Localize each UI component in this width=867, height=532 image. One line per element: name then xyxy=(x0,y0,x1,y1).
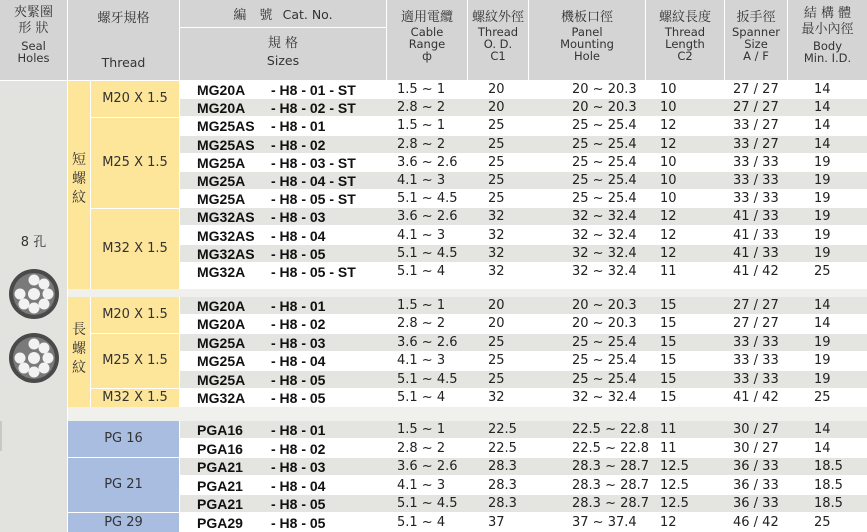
cell-cable: 5.1 ~ 4 xyxy=(397,264,446,279)
header-body xyxy=(788,0,867,80)
short-thread-char: 螺 xyxy=(72,171,86,187)
cell-panel: 20 ~ 20.3 xyxy=(572,316,637,332)
cell-suffix: - H8 - 02 - ST xyxy=(271,100,356,117)
cell-model: MG25AS xyxy=(197,118,255,135)
cell-body: 25 xyxy=(814,264,831,279)
cell-spanner: 33 / 27 xyxy=(733,136,779,152)
cell-cable: 2.8 ~ 2 xyxy=(397,100,446,116)
thread-m25-long-label: M25 X 1.5 xyxy=(102,353,168,368)
cell-suffix: - H8 - 05 xyxy=(271,496,326,512)
header-cable-en1: Cable xyxy=(410,25,444,39)
cell-suffix: - H8 - 02 xyxy=(271,136,326,153)
cell-od: 32 xyxy=(488,264,505,279)
cell-body: 14 xyxy=(814,136,831,152)
header-thread-cn: 螺牙規格 xyxy=(97,11,150,26)
seal-holes-column xyxy=(0,81,67,532)
seal-holes-label: 8 孔 xyxy=(20,235,47,250)
header-panel xyxy=(529,0,645,80)
header-sizes-en: Sizes xyxy=(266,53,300,68)
cell-length: 10 xyxy=(660,82,677,97)
cell-panel: 28.3 ~ 28.7 xyxy=(572,496,650,511)
row-divider xyxy=(180,531,867,532)
cell-panel: 32 ~ 32.4 xyxy=(572,245,637,261)
thread-m25-short xyxy=(91,118,179,208)
cell-cable: 5.1 ~ 4.5 xyxy=(397,371,458,387)
header-panel-cn: 機板口徑 xyxy=(560,10,613,25)
cell-body: 19 xyxy=(814,353,831,369)
cell-body: 19 xyxy=(814,191,831,207)
cell-model: MG32A xyxy=(197,264,246,280)
cell-od: 32 xyxy=(488,390,505,405)
cell-length: 10 xyxy=(660,191,677,207)
thread-m20-short xyxy=(91,81,179,117)
cell-spanner: 27 / 27 xyxy=(733,100,779,116)
cell-length: 12 xyxy=(660,209,677,225)
cell-model: MG20A xyxy=(197,298,246,314)
cell-od: 25 xyxy=(488,191,505,207)
header-seal-cn1: 夾緊圈 xyxy=(13,5,53,20)
table-row xyxy=(180,297,867,315)
cell-model: MG20A xyxy=(197,316,246,333)
cell-spanner: 27 / 27 xyxy=(733,316,779,332)
header-spanner-en2: Size xyxy=(744,37,768,51)
cell-model: MG25AS xyxy=(197,136,255,153)
cell-length: 15 xyxy=(660,353,677,369)
header-sizes xyxy=(180,28,386,80)
header-body-cn2: 最小內徑 xyxy=(801,22,854,37)
cell-model: PGA16 xyxy=(197,422,243,438)
table-row xyxy=(180,389,867,407)
header-body-cn1: 結 構 體 xyxy=(803,6,852,21)
cell-panel: 20 ~ 20.3 xyxy=(572,298,637,313)
short-thread-group xyxy=(68,81,90,289)
cell-panel: 37 ~ 37.4 xyxy=(572,514,637,530)
table-row xyxy=(180,99,867,117)
cell-suffix: - H8 - 01 xyxy=(271,298,326,314)
cell-spanner: 41 / 42 xyxy=(733,390,779,405)
cell-cable: 1.5 ~ 1 xyxy=(397,298,446,313)
header-od-en1: Thread xyxy=(477,25,519,39)
cell-body: 19 xyxy=(814,209,831,225)
cell-cable: 4.1 ~ 3 xyxy=(397,353,446,369)
cell-body: 14 xyxy=(814,422,831,437)
cell-cable: 2.8 ~ 2 xyxy=(397,316,446,332)
long-thread-char: 螺 xyxy=(72,341,86,357)
header-panel-en3: Hole xyxy=(574,49,600,63)
cell-spanner: 27 / 27 xyxy=(733,298,779,313)
header-panel-en1: Panel xyxy=(571,25,603,39)
cell-cable: 2.8 ~ 2 xyxy=(397,440,446,456)
cell-od: 25 xyxy=(488,173,505,188)
thread-pg29-label: PG 29 xyxy=(104,515,143,530)
table-row xyxy=(180,117,867,135)
header-od-cn: 螺紋外徑 xyxy=(471,10,524,25)
header-cable xyxy=(387,0,467,80)
cell-model: MG32AS xyxy=(197,227,255,244)
cell-length: 15 xyxy=(660,298,677,313)
cell-od: 20 xyxy=(488,298,505,313)
cell-spanner: 46 / 42 xyxy=(733,514,779,530)
cell-spanner: 36 / 33 xyxy=(733,496,779,511)
table-row xyxy=(180,172,867,190)
header-cable-cn: 適用電纜 xyxy=(400,10,453,25)
header-thread xyxy=(68,0,179,80)
cell-length: 12 xyxy=(660,514,677,530)
header-length-en1: Thread xyxy=(664,25,706,39)
cell-model: MG25A xyxy=(197,173,246,189)
cell-panel: 25 ~ 25.4 xyxy=(572,353,637,369)
cell-od: 25 xyxy=(488,353,505,369)
cell-model: MG20A xyxy=(197,82,246,98)
table-row xyxy=(180,477,867,495)
cell-suffix: - H8 - 04 xyxy=(271,477,326,494)
thread-m32-short xyxy=(91,209,179,289)
cell-model: PGA21 xyxy=(197,496,243,512)
cell-panel: 25 ~ 25.4 xyxy=(572,334,637,350)
cell-model: MG25A xyxy=(197,353,246,370)
cell-od: 28.3 xyxy=(488,459,517,474)
table-row xyxy=(180,154,867,172)
table-row xyxy=(180,245,867,263)
cell-body: 19 xyxy=(814,371,831,387)
cell-length: 11 xyxy=(660,422,677,437)
header-body-en1: Body xyxy=(812,39,843,53)
cell-suffix: - H8 - 05 xyxy=(271,390,326,406)
cell-suffix: - H8 - 03 xyxy=(271,459,326,475)
cell-model: MG20A xyxy=(197,100,246,117)
cell-spanner: 33 / 33 xyxy=(733,334,779,350)
cell-body: 14 xyxy=(814,298,831,313)
cell-cable: 1.5 ~ 1 xyxy=(397,118,446,134)
cell-od: 32 xyxy=(488,245,505,261)
cell-body: 14 xyxy=(814,82,831,97)
cell-spanner: 33 / 33 xyxy=(733,154,779,170)
header-seal-en2: Holes xyxy=(17,51,50,65)
cell-suffix: - H8 - 01 xyxy=(271,422,326,438)
seal-8-hole-icon xyxy=(6,330,62,386)
cell-model: PGA21 xyxy=(197,459,243,475)
cell-suffix: - H8 - 05 xyxy=(271,371,326,388)
table-row xyxy=(180,352,867,370)
cell-length: 12.5 xyxy=(660,496,689,511)
cell-od: 22.5 xyxy=(488,422,517,437)
cell-od: 25 xyxy=(488,371,505,387)
cell-spanner: 41 / 33 xyxy=(733,209,779,225)
row-divider xyxy=(180,280,867,281)
cell-panel: 25 ~ 25.4 xyxy=(572,118,637,134)
cell-length: 11 xyxy=(660,264,677,279)
header-spanner-en1: Spanner xyxy=(731,25,781,39)
table-row xyxy=(180,495,867,513)
header-length-en3: C2 xyxy=(677,49,693,63)
thread-m25-long xyxy=(91,334,179,388)
cell-suffix: - H8 - 03 - ST xyxy=(271,154,356,171)
header-od-en3: C1 xyxy=(490,49,506,63)
cell-length: 15 xyxy=(660,334,677,350)
cell-cable: 4.1 ~ 3 xyxy=(397,227,446,243)
cell-cable: 5.1 ~ 4.5 xyxy=(397,191,458,207)
header-spanner-cn: 扳手徑 xyxy=(736,10,776,25)
group-separator xyxy=(68,407,867,421)
cell-body: 14 xyxy=(814,100,831,116)
header-cable-en3: ф xyxy=(422,49,432,63)
header-length-en2: Length xyxy=(665,37,705,51)
cell-model: MG25A xyxy=(197,154,246,171)
header-od xyxy=(468,0,528,80)
cell-model: PGA29 xyxy=(197,514,243,531)
cell-cable: 5.1 ~ 4 xyxy=(397,390,446,405)
cell-panel: 25 ~ 25.4 xyxy=(572,154,637,170)
cell-model: MG25A xyxy=(197,191,246,208)
cell-model: MG32AS xyxy=(197,209,255,226)
table-row xyxy=(180,458,867,476)
thread-m25-short-label: M25 X 1.5 xyxy=(102,155,168,170)
cell-spanner: 41 / 33 xyxy=(733,227,779,243)
cell-panel: 22.5 ~ 22.8 xyxy=(572,422,650,437)
group-separator xyxy=(68,289,867,297)
cell-spanner: 36 / 33 xyxy=(733,477,779,493)
cell-suffix: - H8 - 04 xyxy=(271,353,326,370)
cell-model: MG32A xyxy=(197,390,246,406)
header-body-en2: Min. I.D. xyxy=(803,51,852,65)
cell-od: 25 xyxy=(488,118,505,134)
thread-m20-long-label: M20 X 1.5 xyxy=(102,307,168,322)
cell-model: MG25A xyxy=(197,371,246,388)
cell-od: 28.3 xyxy=(488,477,517,493)
cell-cable: 5.1 ~ 4.5 xyxy=(397,496,458,511)
cell-length: 12 xyxy=(660,118,677,134)
cell-panel: 25 ~ 25.4 xyxy=(572,173,637,188)
cell-body: 18.5 xyxy=(814,496,843,511)
cell-panel: 25 ~ 25.4 xyxy=(572,371,637,387)
header-spanner xyxy=(725,0,787,80)
cell-suffix: - H8 - 02 xyxy=(271,440,326,457)
cell-spanner: 30 / 27 xyxy=(733,422,779,437)
header-cable-en2: Range xyxy=(408,37,446,51)
cell-cable: 3.6 ~ 2.6 xyxy=(397,459,458,474)
table-row xyxy=(180,421,867,439)
cell-body: 19 xyxy=(814,334,831,350)
cell-length: 12 xyxy=(660,227,677,243)
thread-pg16 xyxy=(68,421,179,457)
cell-cable: 5.1 ~ 4 xyxy=(397,514,446,530)
cell-od: 37 xyxy=(488,514,505,530)
table-row xyxy=(180,81,867,99)
cell-suffix: - H8 - 02 xyxy=(271,316,326,333)
cell-panel: 32 ~ 32.4 xyxy=(572,264,637,279)
cell-length: 12.5 xyxy=(660,459,689,474)
cell-cable: 4.1 ~ 3 xyxy=(397,173,446,188)
cell-body: 25 xyxy=(814,514,831,530)
cell-body: 18.5 xyxy=(814,459,843,474)
cell-od: 32 xyxy=(488,227,505,243)
cell-length: 11 xyxy=(660,440,677,456)
cell-model: PGA21 xyxy=(197,477,243,494)
header-seal-holes xyxy=(0,0,67,80)
cell-body: 14 xyxy=(814,118,831,134)
cell-spanner: 41 / 42 xyxy=(733,264,779,279)
long-thread-group xyxy=(68,297,90,407)
cell-od: 25 xyxy=(488,334,505,350)
thread-pg21 xyxy=(68,458,179,512)
cell-cable: 2.8 ~ 2 xyxy=(397,136,446,152)
cell-body: 19 xyxy=(814,154,831,170)
table-row xyxy=(180,190,867,208)
header-spanner-en3: A / F xyxy=(743,49,769,63)
cell-panel: 25 ~ 25.4 xyxy=(572,191,637,207)
cell-spanner: 33 / 33 xyxy=(733,173,779,188)
cell-model: MG25A xyxy=(197,334,246,351)
cell-cable: 4.1 ~ 3 xyxy=(397,477,446,493)
table-row xyxy=(180,263,867,281)
cell-length: 12 xyxy=(660,136,677,152)
cell-length: 15 xyxy=(660,316,677,332)
cell-panel: 32 ~ 32.4 xyxy=(572,209,637,225)
header-catno-cn: 編 號 xyxy=(233,8,273,23)
cell-body: 14 xyxy=(814,316,831,332)
cell-spanner: 33 / 33 xyxy=(733,371,779,387)
cell-od: 20 xyxy=(488,82,505,97)
cell-suffix: - H8 - 01 xyxy=(271,118,326,135)
cell-body: 18.5 xyxy=(814,477,843,493)
header-thread-en: Thread xyxy=(101,55,146,70)
cell-length: 15 xyxy=(660,390,677,405)
cell-suffix: - H8 - 05 - ST xyxy=(271,191,356,208)
cell-od: 22.5 xyxy=(488,440,517,456)
cell-suffix: - H8 - 01 - ST xyxy=(271,82,356,98)
cell-body: 25 xyxy=(814,390,831,405)
cell-panel: 25 ~ 25.4 xyxy=(572,136,637,152)
short-thread-char: 紋 xyxy=(72,190,86,206)
cell-panel: 32 ~ 32.4 xyxy=(572,227,637,243)
table-row xyxy=(180,208,867,226)
header-catno-en: Cat. No. xyxy=(282,7,333,22)
cell-spanner: 27 / 27 xyxy=(733,82,779,97)
cell-spanner: 33 / 33 xyxy=(733,191,779,207)
table-row xyxy=(180,440,867,458)
table-row xyxy=(180,371,867,389)
cell-panel: 28.3 ~ 28.7 xyxy=(572,477,650,493)
cell-panel: 22.5 ~ 22.8 xyxy=(572,440,650,456)
cell-panel: 32 ~ 32.4 xyxy=(572,390,637,405)
thread-m32-long xyxy=(91,389,179,407)
cell-od: 25 xyxy=(488,154,505,170)
seal-column-divider xyxy=(0,421,2,451)
cell-suffix: - H8 - 03 xyxy=(271,209,326,226)
cell-od: 28.3 xyxy=(488,496,517,511)
thread-m32-short-label: M32 X 1.5 xyxy=(102,241,168,256)
cell-panel: 20 ~ 20.3 xyxy=(572,100,637,116)
cell-spanner: 41 / 33 xyxy=(733,245,779,261)
thread-m20-long xyxy=(91,297,179,333)
cell-body: 14 xyxy=(814,440,831,456)
cell-spanner: 30 / 27 xyxy=(733,440,779,456)
cell-cable: 3.6 ~ 2.6 xyxy=(397,154,458,170)
cell-length: 10 xyxy=(660,173,677,188)
cell-suffix: - H8 - 03 xyxy=(271,334,326,351)
cell-od: 25 xyxy=(488,136,505,152)
cell-model: MG32AS xyxy=(197,245,255,262)
long-thread-char: 長 xyxy=(72,322,86,338)
cell-model: PGA16 xyxy=(197,440,243,457)
table-row xyxy=(180,514,867,532)
long-thread-char: 紋 xyxy=(72,360,86,376)
cell-panel: 20 ~ 20.3 xyxy=(572,82,637,97)
header-length-cn: 螺紋長度 xyxy=(658,10,711,25)
cell-suffix: - H8 - 05 xyxy=(271,245,326,262)
row-divider xyxy=(180,406,867,407)
thread-m32-long-label: M32 X 1.5 xyxy=(102,390,168,405)
cell-od: 20 xyxy=(488,100,505,116)
thread-pg21-label: PG 21 xyxy=(104,477,143,492)
cell-cable: 1.5 ~ 1 xyxy=(397,82,446,97)
thread-m20-short-label: M20 X 1.5 xyxy=(102,91,168,106)
cell-length: 12.5 xyxy=(660,477,689,493)
cell-cable: 3.6 ~ 2.6 xyxy=(397,334,458,350)
header-catno xyxy=(180,0,386,27)
cell-spanner: 33 / 33 xyxy=(733,353,779,369)
cell-length: 12 xyxy=(660,245,677,261)
cell-suffix: - H8 - 04 - ST xyxy=(271,173,356,189)
header-sizes-cn: 規 格 xyxy=(267,36,299,51)
table-row xyxy=(180,136,867,154)
cell-suffix: - H8 - 05 - ST xyxy=(271,264,356,280)
cell-suffix: - H8 - 05 xyxy=(271,514,326,531)
cell-panel: 28.3 ~ 28.7 xyxy=(572,459,650,474)
cell-length: 10 xyxy=(660,154,677,170)
cell-cable: 5.1 ~ 4.5 xyxy=(397,245,458,261)
cell-cable: 3.6 ~ 2.6 xyxy=(397,209,458,225)
cell-spanner: 33 / 27 xyxy=(733,118,779,134)
short-thread-char: 短 xyxy=(72,152,86,168)
header-length xyxy=(646,0,724,80)
header-seal-en1: Seal xyxy=(21,39,46,53)
seal-8-hole-icon xyxy=(6,266,62,322)
cell-body: 19 xyxy=(814,245,831,261)
cell-od: 32 xyxy=(488,209,505,225)
table-row xyxy=(180,334,867,352)
table-row xyxy=(180,315,867,333)
thread-pg16-label: PG 16 xyxy=(104,431,143,446)
cell-od: 20 xyxy=(488,316,505,332)
cell-cable: 1.5 ~ 1 xyxy=(397,422,446,437)
cell-length: 10 xyxy=(660,100,677,116)
header-panel-en2: Mounting xyxy=(560,37,614,51)
cell-body: 19 xyxy=(814,227,831,243)
table-row xyxy=(180,227,867,245)
cell-body: 19 xyxy=(814,173,831,188)
cell-spanner: 36 / 33 xyxy=(733,459,779,474)
header-od-en2: O. D. xyxy=(483,37,513,51)
cell-length: 15 xyxy=(660,371,677,387)
thread-pg29 xyxy=(68,513,179,532)
cell-suffix: - H8 - 04 xyxy=(271,227,326,244)
header-seal-cn2: 形 狀 xyxy=(18,21,49,36)
